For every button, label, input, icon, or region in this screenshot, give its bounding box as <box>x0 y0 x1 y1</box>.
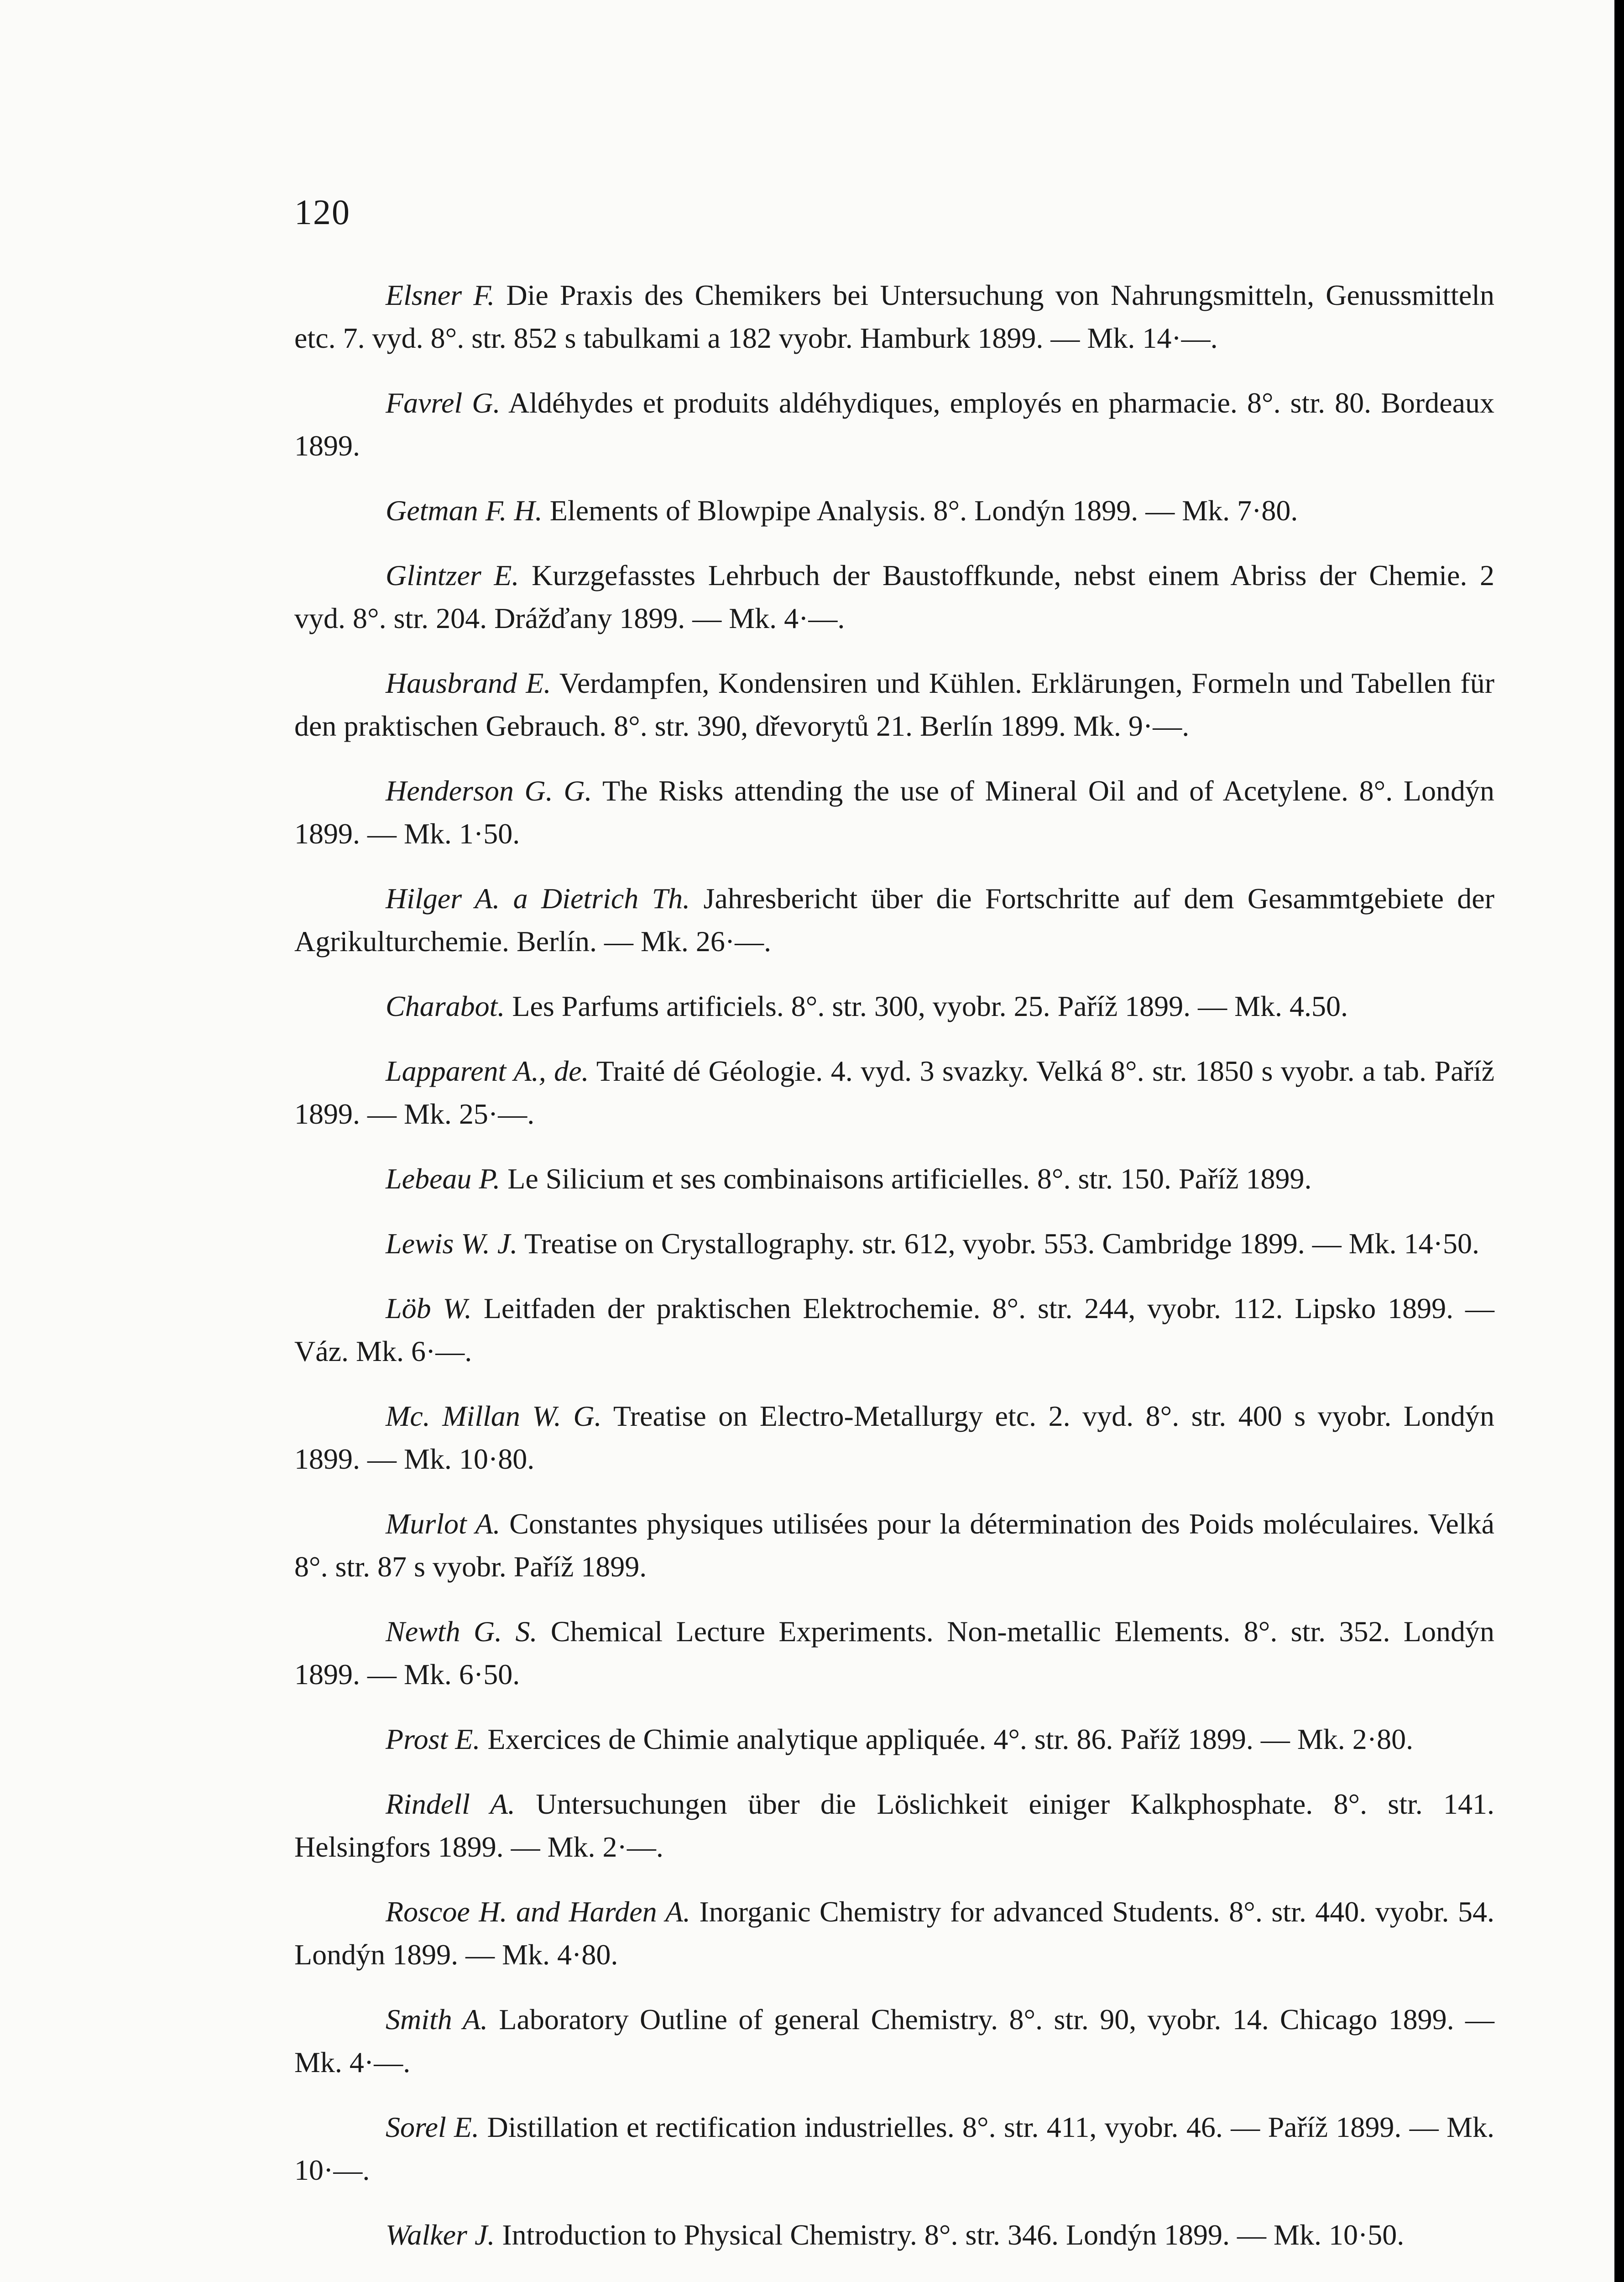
entry-author: Murlot A. <box>386 1507 501 1540</box>
list-item <box>294 769 1494 855</box>
bibliography-list <box>294 274 1494 2282</box>
entry-text: Le Silicium et ses combinaisons artificielles. 8°. str. 150. Paříž 1899. <box>500 1162 1312 1195</box>
entry-author: Elsner F. <box>386 279 495 311</box>
list-item <box>294 1998 1494 2084</box>
list-item <box>294 1718 1494 1761</box>
entry-text: Jahresbericht über die Fortschritte auf dem Gesammtgebiete der Agrikulturchemie. Berlín. — Mk. 26·—. <box>294 882 1495 958</box>
entry-text: Die Praxis des Chemikers bei Untersuchung von Nahrungsmitteln, Genussmitteln etc. 7. vyd. 8°. str. 852 s tabulkami a 182 vyobr. Hamburk 1899. — Mk. 14·—. <box>294 279 1495 354</box>
entry-text: Chemical Lecture Experiments. Non-metallic Elements. 8°. str. 352. Londýn 1899. — Mk. 6·50. <box>294 1615 1494 1691</box>
entry-author: Lapparent A., de. <box>386 1055 589 1087</box>
entry-author: Mc. Millan W. G. <box>386 1400 602 1432</box>
list-item <box>294 662 1494 748</box>
entry-text: Inorganic Chemistry for advanced Students. 8°. str. 440. vyobr. 54. Londýn 1899. — Mk. 4·80. <box>294 1895 1495 1971</box>
list-item <box>294 2214 1494 2256</box>
entry-author: Sorel E. <box>386 2111 480 2143</box>
list-item <box>294 489 1494 532</box>
list-item <box>294 554 1494 640</box>
list-item <box>294 1395 1494 1481</box>
list-item <box>294 1610 1494 1696</box>
entry-author: Newth G. S. <box>386 1615 538 1648</box>
entry-text: Constantes physiques utilisées pour la détermination des Poids moléculaires. Velká 8°. str. 87 s vyobr. Paříž 1899. <box>294 1507 1494 1583</box>
entry-text: Treatise on Electro-Metallurgy etc. 2. vyd. 8°. str. 400 s vyobr. Londýn 1899. — Mk. 10·80. <box>294 1400 1495 1475</box>
entry-text: Exercices de Chimie analytique appliquée. 4°. str. 86. Paříž 1899. — Mk. 2·80. <box>480 1723 1414 1755</box>
entry-author: Löb W. <box>386 1292 472 1324</box>
list-item <box>294 382 1494 467</box>
entry-author: Getman F. H. <box>386 494 543 527</box>
entry-text: Les Parfums artificiels. 8°. str. 300, vyobr. 25. Paříž 1899. — Mk. 4.50. <box>505 990 1348 1022</box>
entry-text: Traité dé Géologie. 4. vyd. 3 svazky. Velká 8°. str. 1850 s vyobr. a tab. Paříž 1899. — Mk. 25·—. <box>294 1055 1495 1130</box>
entry-text: Kurzgefasstes Lehrbuch der Baustoffkunde, nebst einem Abriss der Chemie. 2 vyd. 8°. str. 204. Drážďany 1899. — Mk. 4·—. <box>294 559 1495 634</box>
entry-author: Hausbrand E. <box>386 667 551 699</box>
list-item <box>294 985 1494 1028</box>
entry-author: Prost E. <box>386 1723 480 1755</box>
entry-text: Leitfaden der praktischen Elektrochemie. 8°. str. 244, vyobr. 112. Lipsko 1899. — Váz. Mk. 6·—. <box>294 1292 1495 1367</box>
entry-author: Lewis W. J. <box>386 1227 518 1260</box>
list-item <box>294 1287 1494 1373</box>
entry-text: Distillation et rectification industrielles. 8°. str. 411, vyobr. 46. — Paříž 1899. — Mk. 10·—. <box>294 2111 1495 2186</box>
entry-author: Charabot. <box>386 990 505 1022</box>
list-item <box>294 1050 1494 1136</box>
entry-author: Favrel G. <box>386 387 501 419</box>
entry-text: Verdampfen, Kondensiren und Kühlen. Erklärungen, Formeln und Tabellen für den praktischen Gebrauch. 8°. str. 390, dřevorytů 21. Berlín 1899. Mk. 9·—. <box>294 667 1495 742</box>
list-item <box>294 877 1494 963</box>
entry-author: Glintzer E. <box>386 559 519 591</box>
entry-text: Aldéhydes et produits aldéhydiques, employés en pharmacie. 8°. str. 80. Bordeaux 1899. <box>294 387 1495 462</box>
list-item <box>294 2106 1494 2192</box>
entry-text: Elements of Blowpipe Analysis. 8°. Londýn 1899. — Mk. 7·80. <box>542 494 1298 527</box>
page-number: 120 <box>294 192 350 232</box>
entry-text: Introduction to Physical Chemistry. 8°. str. 346. Londýn 1899. — Mk. 10·50. <box>495 2219 1405 2251</box>
entry-text: Treatise on Crystallography. str. 612, vyobr. 553. Cambridge 1899. — Mk. 14·50. <box>517 1227 1479 1260</box>
entry-text: Laboratory Outline of general Chemistry. 8°. str. 90, vyobr. 14. Chicago 1899. — Mk. 4·—. <box>294 2003 1495 2078</box>
entry-author: Walker J. <box>386 2219 495 2251</box>
entry-author: Roscoe H. and Harden A. <box>386 1895 691 1928</box>
entry-text: The Risks attending the use of Mineral Oil and of Acetylene. 8°. Londýn 1899. — Mk. 1·50. <box>294 775 1495 850</box>
list-item <box>294 1890 1494 1976</box>
list-item <box>294 2278 1494 2282</box>
entry-author: Smith A. <box>386 2003 488 2036</box>
entry-author: Hilger A. a Dietrich Th. <box>386 882 690 915</box>
entry-author: Rindell A. <box>386 1788 516 1820</box>
list-item <box>294 1783 1494 1869</box>
list-item <box>294 1502 1494 1588</box>
list-item <box>294 1222 1494 1265</box>
entry-author: Lebeau P. <box>386 1162 501 1195</box>
list-item <box>294 274 1494 360</box>
entry-author: Henderson G. G. <box>386 775 592 807</box>
list-item <box>294 1157 1494 1200</box>
entry-text: Untersuchungen über die Löslichkeit einiger Kalkphosphate. 8°. str. 141. Helsingfors 1899. — Mk. 2·—. <box>294 1788 1495 1863</box>
